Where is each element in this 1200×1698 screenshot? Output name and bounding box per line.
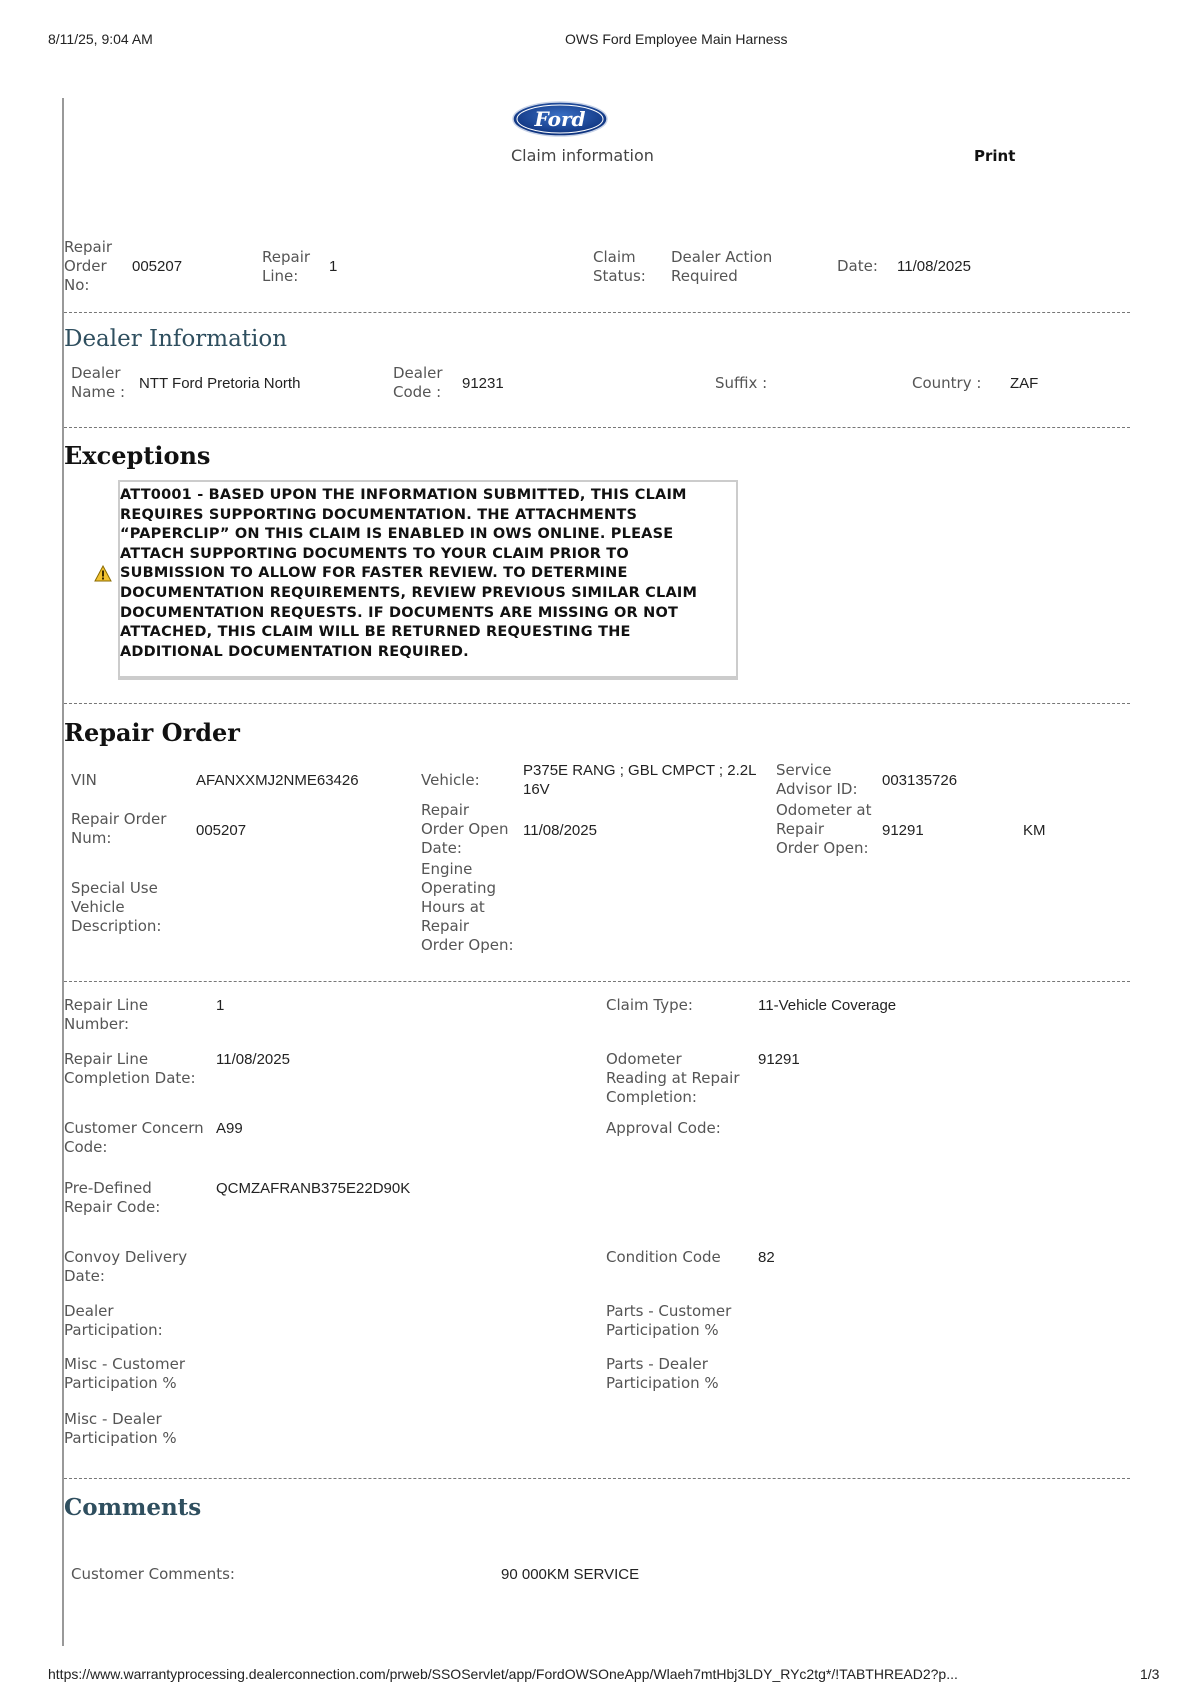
- exceptions-heading: Exceptions: [64, 441, 211, 470]
- dealer-name-value: NTT Ford Pretoria North: [139, 375, 301, 392]
- completion-date-value: 11/08/2025: [216, 1051, 290, 1068]
- country-value: ZAF: [1010, 375, 1039, 392]
- claim-type-label: Claim Type:: [606, 996, 693, 1014]
- comments-heading: Comments: [64, 1494, 202, 1521]
- vin-value: AFANXXMJ2NME63426: [196, 772, 359, 789]
- parts-customer-participation-label: Parts - Customer Participation %: [606, 1302, 732, 1339]
- completion-date-label: Repair Line Completion Date:: [64, 1050, 196, 1087]
- odometer-open-label: Odometer at Repair Order Open:: [776, 801, 872, 857]
- date-label: Date:: [837, 257, 878, 275]
- service-advisor-value: 003135726: [882, 772, 958, 789]
- approval-code-label: Approval Code:: [606, 1119, 721, 1137]
- repair-line-value: 1: [329, 258, 338, 275]
- repair-order-no-value: 005207: [132, 258, 183, 275]
- misc-customer-participation-label: Misc - Customer Participation %: [64, 1355, 185, 1392]
- vehicle-value: P375E RANG ; GBL CMPCT ; 2.2L 16V: [523, 762, 757, 798]
- country-label: Country :: [912, 374, 982, 392]
- repair-line-label: Repair Line:: [262, 248, 311, 285]
- ro-open-date-label: Repair Order Open Date:: [421, 801, 509, 857]
- claim-status-label: Claim Status:: [593, 248, 646, 285]
- divider: [64, 703, 1130, 704]
- repair-order-no-label: Repair Order No:: [64, 238, 113, 294]
- odometer-completion-label: Odometer Reading at Repair Completion:: [606, 1050, 740, 1106]
- odometer-completion-value: 91291: [758, 1051, 800, 1068]
- parts-dealer-participation-label: Parts - Dealer Participation %: [606, 1355, 719, 1392]
- predefined-repair-code-value: QCMZAFRANB375E22D90K: [216, 1180, 411, 1197]
- ro-open-date-value: 11/08/2025: [523, 822, 597, 839]
- customer-concern-label: Customer Concern Code:: [64, 1119, 204, 1156]
- print-datetime: 8/11/25, 9:04 AM: [48, 31, 153, 47]
- ro-num-label: Repair Order Num:: [71, 810, 167, 847]
- dealer-name-label: Dealer Name :: [71, 364, 126, 401]
- print-button[interactable]: Print: [974, 147, 1016, 165]
- ro-num-value: 005207: [196, 822, 247, 839]
- misc-dealer-participation-label: Misc - Dealer Participation %: [64, 1410, 177, 1447]
- odometer-open-value: 91291: [882, 822, 924, 839]
- dealer-info-heading: Dealer Information: [64, 326, 288, 352]
- dealer-code-value: 91231: [462, 375, 504, 392]
- vin-label: VIN: [71, 771, 97, 789]
- engine-hours-label: Engine Operating Hours at Repair Order Open:: [421, 860, 514, 954]
- claim-status-value: Dealer Action Required: [671, 248, 773, 285]
- print-url: https://www.warrantyprocessing.dealerconnection.com/prweb/SSOServlet/app/FordOWSOneApp/Wlaeh7mtHbj3LDY_RYc2tg*/!TABTHREAD2?p...: [48, 1666, 958, 1682]
- suffix-label: Suffix :: [715, 374, 768, 392]
- exception-message: ATT0001 - BASED UPON THE INFORMATION SUBMITTED, THIS CLAIM REQUIRES SUPPORTING DOCUMENTATION. THE ATTACHMENTS “PAPERCLIP” ON THIS CLAIM IS ENABLED IN OWS ONLINE. PLEASE ATTACH SUPPORTING DOCUMENTS TO YOUR CLAIM PRIOR TO SUBMISSION TO ALLOW FOR FASTER REVIEW. TO DETERMINE DOCUMENTATION REQUIREMENTS, REVIEW PREVIOUS SIMILAR CLAIM DOCUMENTATION REQUESTS. IF DOCUMENTS ARE MISSING OR NOT ATTACHED, THIS CLAIM WILL BE RETURNED REQUESTING THE ADDITIONAL DOCUMENTATION REQUIRED.: [120, 487, 698, 660]
- page-title: Claim information: [511, 146, 654, 165]
- repair-line-number-value: 1: [216, 997, 225, 1014]
- print-page-title: OWS Ford Employee Main Harness: [565, 31, 788, 47]
- vehicle-label: Vehicle:: [421, 771, 480, 789]
- date-value: 11/08/2025: [897, 258, 971, 275]
- condition-code-label: Condition Code: [606, 1248, 721, 1266]
- customer-comments-value: 90 000KM SERVICE: [501, 1566, 640, 1583]
- divider: [64, 427, 1130, 428]
- divider: [64, 1478, 1130, 1479]
- ford-logo-text: Ford: [534, 107, 586, 131]
- customer-concern-value: A99: [216, 1120, 243, 1137]
- ford-logo: [511, 100, 609, 138]
- repair-order-heading: Repair Order: [64, 718, 240, 747]
- condition-code-value: 82: [758, 1249, 775, 1266]
- divider: [64, 312, 1130, 313]
- customer-comments-label: Customer Comments:: [71, 1565, 235, 1583]
- divider: [64, 981, 1130, 982]
- convoy-delivery-label: Convoy Delivery Date:: [64, 1248, 188, 1285]
- dealer-code-label: Dealer Code :: [393, 364, 443, 401]
- special-use-label: Special Use Vehicle Description:: [71, 879, 162, 935]
- predefined-repair-code-label: Pre-Defined Repair Code:: [64, 1179, 161, 1216]
- print-page-number: 1/3: [1140, 1666, 1160, 1682]
- warning-icon: [94, 565, 112, 582]
- odometer-unit: KM: [1023, 822, 1046, 839]
- dealer-participation-label: Dealer Participation:: [64, 1302, 163, 1339]
- repair-line-number-label: Repair Line Number:: [64, 996, 149, 1033]
- service-advisor-label: Service Advisor ID:: [776, 761, 858, 798]
- claim-type-value: 11-Vehicle Coverage: [758, 997, 897, 1014]
